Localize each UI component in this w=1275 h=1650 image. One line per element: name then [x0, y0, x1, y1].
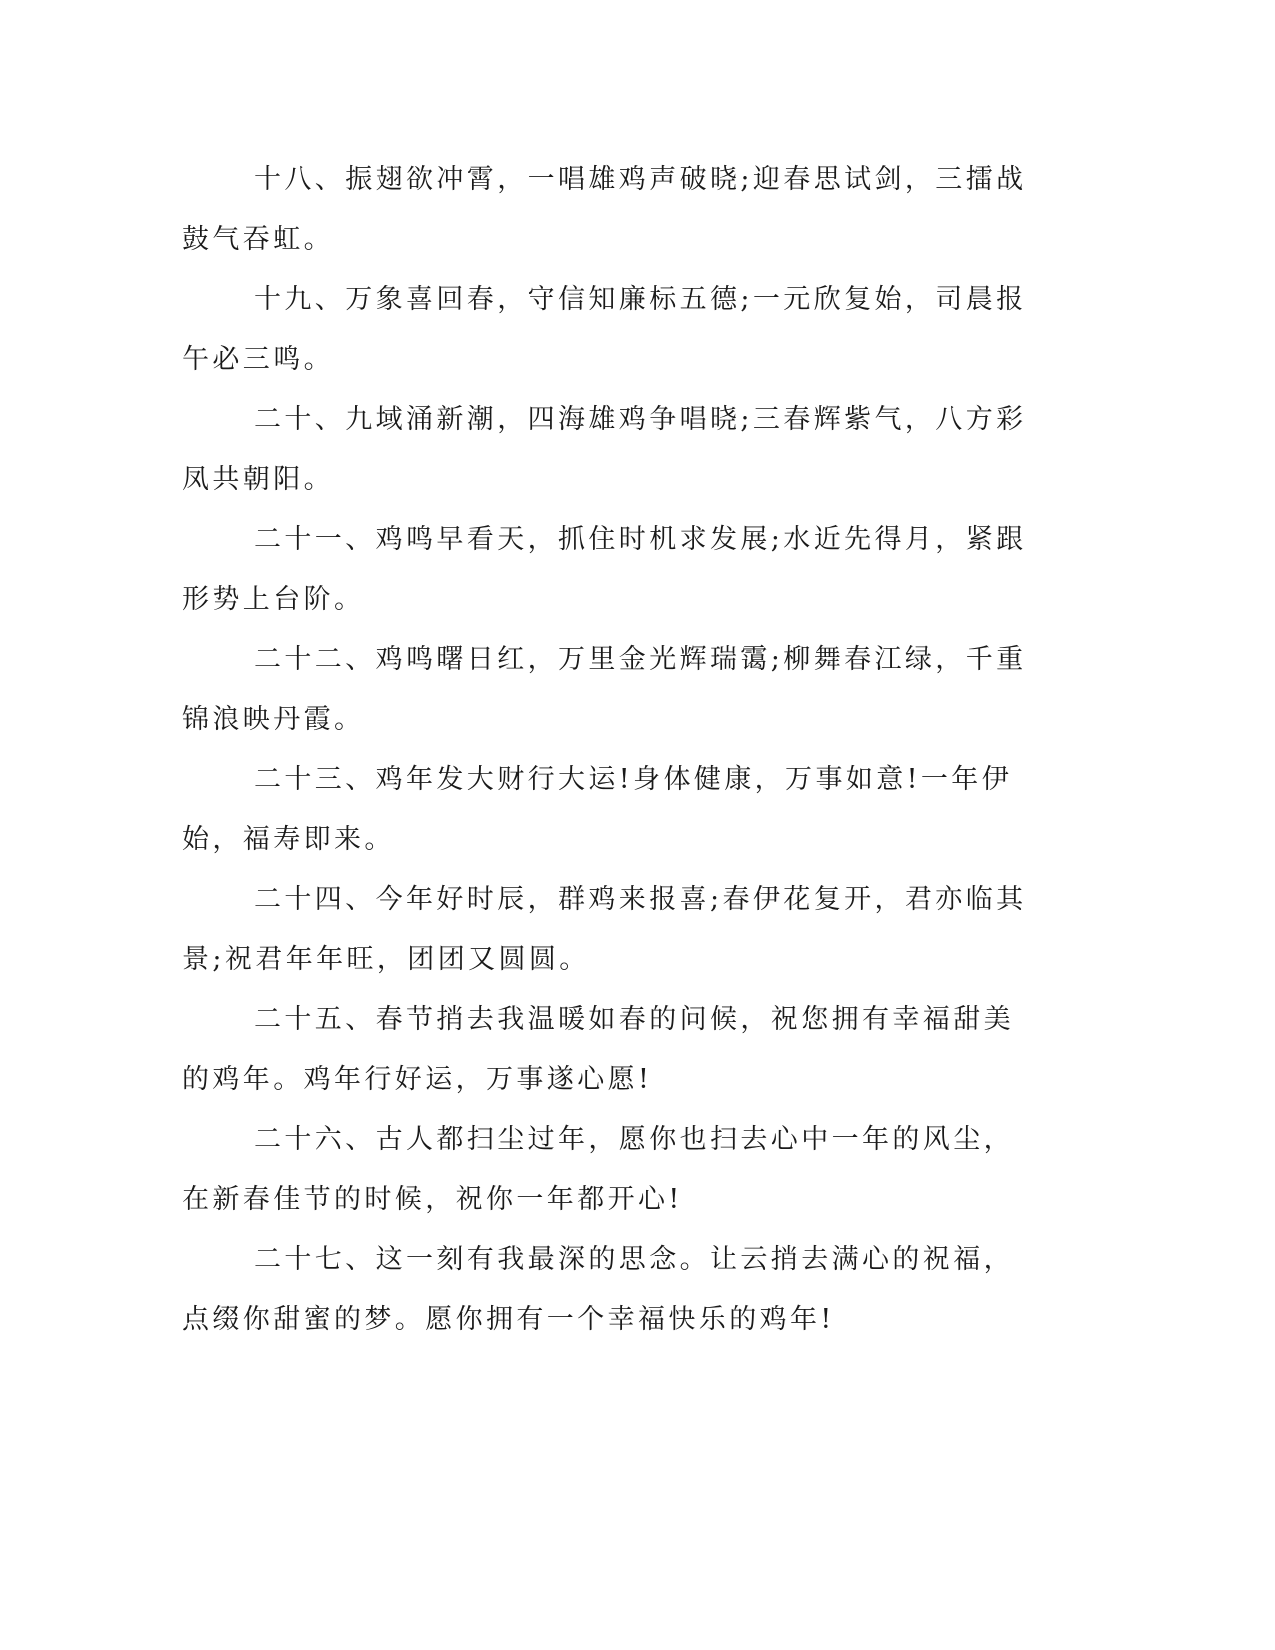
paragraph-20: 二十、九域涌新潮，四海雄鸡争唱晓;三春辉紫气，八方彩凤共朝阳。	[182, 404, 1027, 495]
paragraph-22: 二十二、鸡鸣曙日红，万里金光辉瑞霭;柳舞春江绿，千重锦浪映丹霞。	[182, 644, 1027, 735]
paragraph-23: 二十三、鸡年发大财行大运!身体健康，万事如意!一年伊始，福寿即来。	[182, 764, 1013, 855]
paragraph-19: 十九、万象喜回春，守信知廉标五德;一元欣复始，司晨报午必三鸣。	[182, 284, 1027, 375]
paragraph-21: 二十一、鸡鸣早看天，抓住时机求发展;水近先得月，紧跟形势上台阶。	[182, 524, 1027, 615]
document-body	[182, 150, 1034, 1350]
paragraph-24: 二十四、今年好时辰，群鸡来报喜;春伊花复开，君亦临其景;祝君年年旺，团团又圆圆。	[182, 884, 1027, 975]
paragraph-25: 二十五、春节捎去我温暖如春的问候，祝您拥有幸福甜美的鸡年。鸡年行好运，万事遂心愿!	[182, 1004, 1014, 1095]
paragraph-26: 二十六、古人都扫尘过年，愿你也扫去心中一年的风尘，在新春佳节的时候，祝你一年都开心!	[182, 1124, 1014, 1215]
paragraph-27: 二十七、这一刻有我最深的思念。让云捎去满心的祝福，点缀你甜蜜的梦。愿你拥有一个幸福快乐的鸡年!	[182, 1244, 1014, 1335]
paragraph-18: 十八、振翅欲冲霄，一唱雄鸡声破晓;迎春思试剑，三擂战鼓气吞虹。	[182, 164, 1027, 255]
